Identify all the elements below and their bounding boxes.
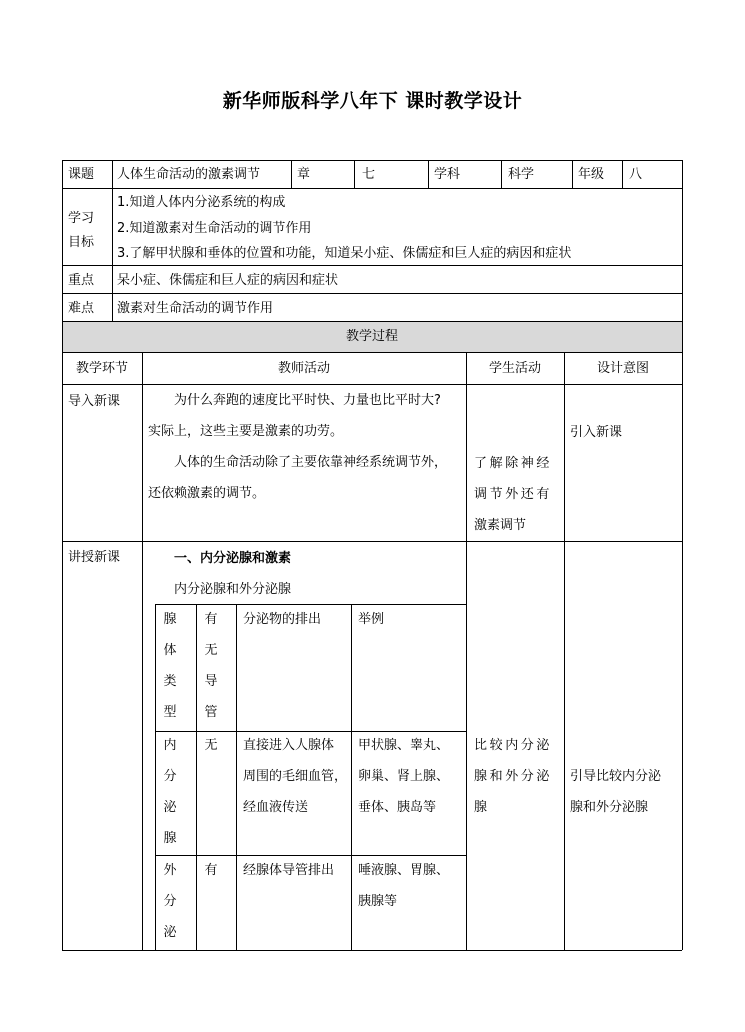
objective-item: 1.知道人体内分泌系统的构成: [117, 195, 286, 210]
subject-value: 科学: [508, 167, 535, 182]
gland-type-header: 类: [163, 674, 177, 689]
page-title: 新华师版科学八年下 课时教学设计: [222, 90, 523, 112]
objectives-label-line1: 学习: [68, 211, 95, 226]
gland-type-header: 型: [163, 705, 177, 720]
intro-student-line: 激素调节: [474, 518, 527, 533]
lecture-stage: 讲授新课: [68, 550, 121, 565]
lecture-student-line: 腺: [474, 800, 488, 815]
duct-header: 管: [204, 705, 218, 720]
section-heading: 一、内分泌腺和激素: [174, 551, 292, 566]
exocrine-duct: 有: [204, 863, 218, 878]
lecture-design-line: 腺和外分泌腺: [570, 800, 649, 815]
chapter-label: 章: [297, 167, 311, 182]
endocrine-example-line: 卵巢、肾上腺、: [358, 769, 450, 784]
endocrine-secretion-line: 经血液传送: [243, 800, 309, 815]
difficulty-label: 难点: [68, 301, 95, 316]
secretion-header: 分泌物的排出: [243, 612, 322, 627]
process-header: 教学过程: [345, 329, 398, 344]
exocrine-type: 外: [163, 863, 177, 878]
section-subheading: 内分泌腺和外分泌腺: [174, 582, 292, 597]
duct-header: 无: [204, 643, 218, 658]
gland-type-header: 腺: [163, 612, 177, 627]
difficulty-value: 激素对生命活动的调节作用: [117, 301, 274, 316]
topic-value: 人体生命活动的激素调节: [117, 167, 261, 182]
exocrine-example-line: 唾液腺、胃腺、: [358, 863, 450, 878]
chapter-value: 七: [362, 167, 376, 182]
intro-teacher-line: 还依赖激素的调节。: [148, 486, 266, 501]
duct-header: 导: [204, 674, 218, 689]
endocrine-type: 腺: [163, 831, 177, 846]
endocrine-duct: 无: [204, 738, 218, 753]
intro-teacher-line: 为什么奔跑的速度比平时快、力量也比平时大?: [174, 393, 441, 408]
intro-stage: 导入新课: [68, 394, 121, 409]
endocrine-example-line: 甲状腺、睾丸、: [358, 738, 450, 753]
intro-student-line: 了解除神经: [474, 456, 553, 471]
endocrine-type: 泌: [163, 800, 177, 815]
lecture-design-line: 引导比较内分泌: [570, 769, 662, 784]
duct-header: 有: [204, 612, 218, 627]
intro-design: 引入新课: [570, 425, 623, 440]
subject-label: 学科: [434, 167, 461, 182]
column-header-teacher: 教师活动: [277, 361, 330, 376]
lecture-student-line: 比较内分泌: [474, 738, 553, 753]
objectives-label-line2: 目标: [68, 235, 95, 250]
key-point-value: 呆小症、侏儒症和巨人症的病因和症状: [117, 273, 339, 288]
exocrine-type: 泌: [163, 925, 177, 940]
endocrine-secretion-line: 周围的毛细血管，: [243, 769, 348, 784]
endocrine-secretion-line: 直接进入人腺体: [243, 738, 335, 753]
gland-type-header: 体: [163, 643, 177, 658]
exocrine-example-line: 胰腺等: [358, 894, 398, 909]
column-header-stage: 教学环节: [75, 361, 128, 376]
exocrine-secretion-line: 经腺体导管排出: [243, 863, 335, 878]
key-point-label: 重点: [68, 273, 95, 288]
intro-student-line: 调节外还有: [474, 487, 553, 502]
intro-teacher-line: 人体的生命活动除了主要依靠神经系统调节外，: [174, 455, 448, 470]
exocrine-type: 分: [163, 894, 177, 909]
example-header: 举例: [358, 612, 385, 627]
grade-value: 八: [629, 167, 643, 182]
endocrine-type: 分: [163, 769, 177, 784]
column-header-design: 设计意图: [596, 361, 649, 376]
endocrine-example-line: 垂体、胰岛等: [358, 800, 437, 815]
grade-label: 年级: [578, 167, 605, 182]
objective-item: 3.了解甲状腺和垂体的位置和功能，知道呆小症、侏儒症和巨人症的病因和症状: [117, 246, 572, 261]
objective-item: 2.知道激素对生命活动的调节作用: [117, 221, 312, 236]
topic-label: 课题: [68, 167, 95, 182]
lecture-student-line: 腺和外分泌: [474, 769, 553, 784]
intro-teacher-line: 实际上，这些主要是激素的功劳。: [148, 424, 344, 439]
endocrine-type: 内: [163, 738, 177, 753]
column-header-student: 学生活动: [488, 361, 541, 376]
